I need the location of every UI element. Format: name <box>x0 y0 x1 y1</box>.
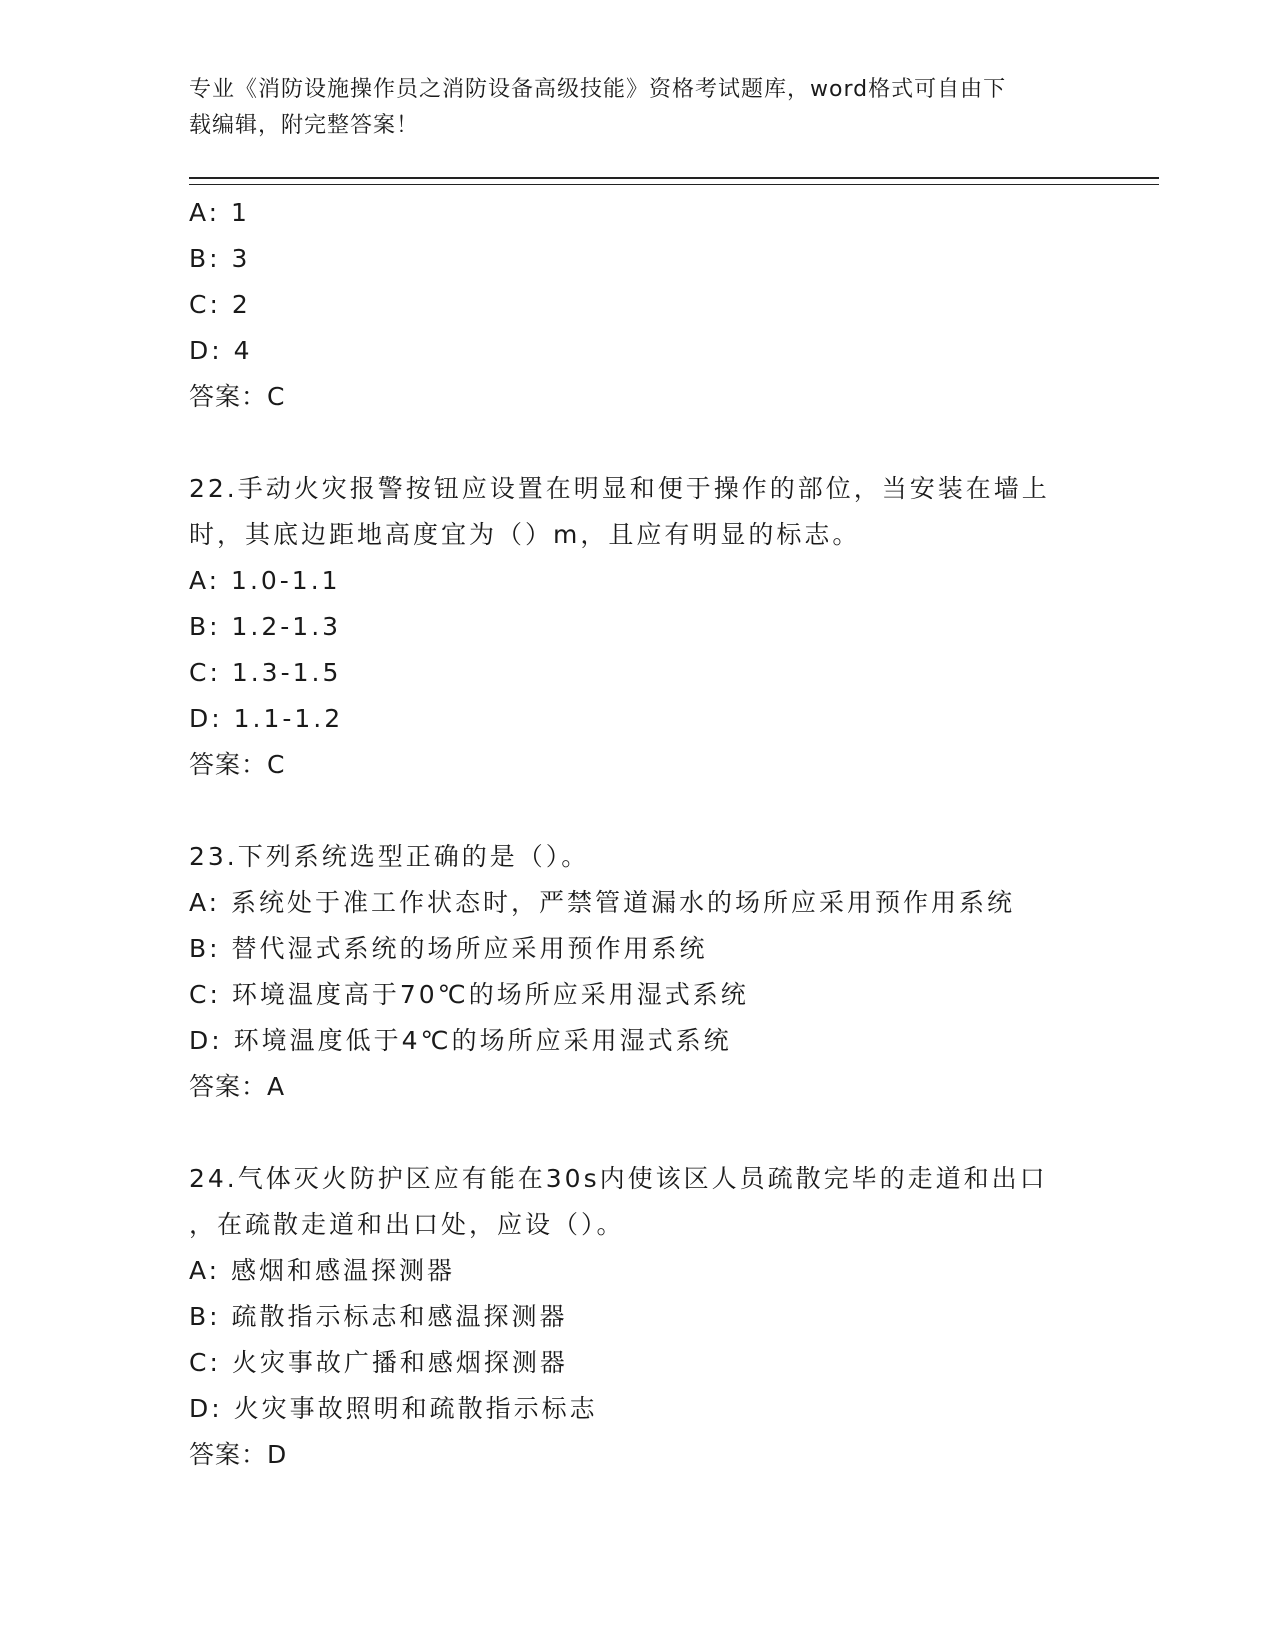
option-c: C: 火灾事故广播和感烟探测器 <box>189 1348 568 1377</box>
header-line-1: 专业《消防设施操作员之消防设备高级技能》资格考试题库，word格式可自由下 <box>189 77 1007 102</box>
question-stem: ，在疏散走道和出口处，应设（）。 <box>189 1210 625 1239</box>
option-a: A: 1 <box>189 198 250 227</box>
option-d: D: 1.1-1.2 <box>189 704 344 733</box>
answer-22: 答案：C <box>189 750 286 779</box>
question-stem: 23.下列系统选型正确的是（）。 <box>189 842 590 871</box>
header-line-2: 载编辑，附完整答案！ <box>189 113 420 138</box>
option-b: B: 1.2-1.3 <box>189 612 342 641</box>
spacer <box>189 788 1109 834</box>
option-a: A: 1.0-1.1 <box>189 566 341 595</box>
option-a: A: 感烟和感温探测器 <box>189 1256 456 1285</box>
answer-21: 答案：C <box>189 382 286 411</box>
question-22 <box>189 466 1109 788</box>
option-c: C: 1.3-1.5 <box>189 658 342 687</box>
option-d: D: 火灾事故照明和疏散指示标志 <box>189 1394 598 1423</box>
question-list <box>189 190 1109 1478</box>
question-21 <box>189 190 1109 420</box>
question-stem: 22.手动火灾报警按钮应设置在明显和便于操作的部位，当安装在墙上 <box>189 474 1050 503</box>
question-stem: 24.气体灭火防护区应有能在30s内使该区人员疏散完毕的走道和出口 <box>189 1164 1048 1193</box>
option-c: C: 环境温度高于70℃的场所应采用湿式系统 <box>189 980 749 1009</box>
header-divider-thick <box>189 177 1159 179</box>
spacer <box>189 420 1109 466</box>
spacer <box>189 1110 1109 1156</box>
answer-24: 答案：D <box>189 1440 288 1469</box>
question-23 <box>189 834 1109 1110</box>
answer-23: 答案：A <box>189 1072 286 1101</box>
option-b: B: 3 <box>189 244 251 273</box>
option-c: C: 2 <box>189 290 251 319</box>
document-header <box>189 72 1069 144</box>
question-stem: 时，其底边距地高度宜为（）m，且应有明显的标志。 <box>189 520 861 549</box>
header-divider-thin <box>189 184 1159 185</box>
option-d: D: 4 <box>189 336 253 365</box>
option-a: A: 系统处于准工作状态时，严禁管道漏水的场所应采用预作用系统 <box>189 888 1016 917</box>
option-b: B: 疏散指示标志和感温探测器 <box>189 1302 568 1331</box>
question-24 <box>189 1156 1109 1478</box>
option-d: D: 环境温度低于4℃的场所应采用湿式系统 <box>189 1026 732 1055</box>
option-b: B: 替代湿式系统的场所应采用预作用系统 <box>189 934 708 963</box>
